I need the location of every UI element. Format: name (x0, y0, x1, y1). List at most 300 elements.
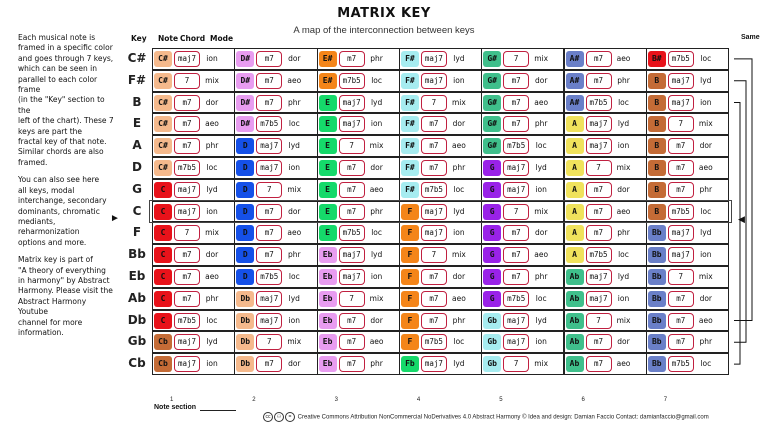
chord-box: m7 (339, 313, 365, 329)
matrix-cell (564, 135, 647, 157)
mode-label: aeo (369, 337, 384, 347)
mode-label: aeo (369, 184, 384, 194)
chord-box: m7 (586, 225, 612, 241)
header-chord: Chord (180, 34, 206, 43)
footer (263, 412, 709, 422)
mode-label: loc (371, 75, 382, 85)
note-badge: D (236, 269, 254, 285)
matrix-row (127, 331, 728, 353)
mode-label: lyd (370, 97, 383, 107)
note-badge: F (401, 225, 419, 241)
note-badge: B (648, 116, 666, 132)
note-badge: G (483, 269, 501, 285)
mode-label: aeo (287, 228, 302, 238)
mode-label: phr (205, 141, 219, 151)
matrix-cell (234, 157, 317, 179)
mode-label: lyd (288, 293, 300, 303)
mode-label: ion (700, 250, 712, 260)
note-badge: B (648, 204, 666, 220)
chord-box: maj7 (174, 204, 200, 220)
matrix-cell (317, 222, 400, 244)
note-badge: G (483, 247, 501, 263)
matrix-cell (646, 266, 729, 288)
matrix-cell (234, 244, 317, 266)
mode-label: aeo (616, 359, 631, 369)
note-badge: C (154, 313, 172, 329)
matrix-row (128, 244, 728, 266)
matrix-cell (399, 92, 482, 114)
note-badge: C (154, 247, 172, 263)
chord-box: m7 (668, 160, 694, 176)
chord-box: 7 (668, 269, 694, 285)
chord-box: 7 (256, 182, 282, 198)
note-badge: F (401, 247, 419, 263)
chord-box: maj7 (503, 160, 529, 176)
matrix-cell (646, 48, 729, 70)
mode-label: ion (453, 228, 465, 238)
matrix-cell (646, 92, 729, 114)
chord-box: 7 (586, 160, 612, 176)
chord-box: m7b5 (668, 51, 694, 67)
note-badge: D (236, 182, 254, 198)
sidebar-paragraph: Each musical note is framed in a specific color and goes through 7 keys, which can be seen in parallel to each color frame (in the "Key" section to the left of the chart). These 7 keys are part the fractal key of that note. Similar chords are also framed. (18, 33, 114, 167)
note-badge: D# (236, 51, 254, 67)
note-badge: G# (483, 138, 501, 154)
note-badge: C (154, 204, 172, 220)
chord-box: m7 (668, 334, 694, 350)
matrix-cell (152, 135, 235, 157)
note-badge: D# (236, 116, 254, 132)
note-badge: E (319, 182, 337, 198)
column-number: 1 (170, 397, 174, 403)
note-badge: Bb (648, 334, 666, 350)
mode-label: lyd (206, 337, 218, 347)
note-badge: A# (566, 51, 584, 67)
mode-label: loc (288, 272, 300, 281)
note-badge: Bb (648, 269, 666, 285)
chord-box: m7 (174, 247, 200, 263)
matrix-cell (399, 135, 482, 157)
note-badge: Cb (154, 356, 172, 372)
matrix-cell (564, 222, 647, 244)
mode-label: phr (205, 293, 219, 303)
mode-label: dor (288, 54, 301, 63)
matrix-cell (317, 288, 400, 310)
note-badge: A (566, 160, 584, 176)
matrix-cell (481, 113, 564, 135)
note-badge: C (154, 269, 172, 285)
matrix-row (132, 222, 728, 244)
chord-box: 7 (503, 204, 529, 220)
chord-box: m7 (421, 138, 447, 154)
mode-label: mix (205, 228, 219, 238)
matrix-cell (234, 331, 317, 353)
row-key-label: C (132, 203, 142, 218)
mode-label: phr (370, 54, 383, 63)
matrix-cell (399, 288, 482, 310)
header-key: Key (131, 34, 147, 43)
mode-label: aeo (451, 141, 466, 151)
header-note: Note (158, 34, 179, 43)
mode-label: aeo (698, 315, 713, 325)
mode-label: lyd (617, 272, 630, 281)
mode-label: lyd (535, 163, 547, 172)
note-badge: Ab (566, 269, 584, 285)
chord-box: m7 (256, 225, 282, 241)
mode-label: phr (370, 206, 383, 216)
chord-box: 7 (339, 291, 365, 307)
matrix-row (128, 266, 728, 288)
mode-label: mix (451, 97, 466, 107)
matrix-cell (234, 201, 317, 223)
current-key-arrow-right-icon: ◀ (738, 214, 745, 224)
note-badge: D (236, 225, 254, 241)
by-license-icon: ⚇ (274, 412, 284, 422)
matrix-cell (399, 331, 482, 353)
chord-box: maj7 (586, 138, 612, 154)
mode-label: aeo (616, 54, 631, 63)
matrix-cell (646, 288, 729, 310)
chord-box: m7 (256, 73, 282, 89)
matrix-row (127, 70, 728, 92)
mode-label: aeo (287, 75, 302, 85)
column-number: 4 (416, 397, 421, 403)
note-badge: D (236, 247, 254, 263)
note-badge: Bb (648, 247, 666, 263)
mode-label: lyd (206, 184, 218, 194)
mode-label: loc (618, 250, 629, 260)
column-number: 6 (581, 397, 585, 403)
note-badge: G (483, 182, 501, 198)
same-key-bracket (734, 103, 740, 365)
mode-label: loc (700, 359, 712, 369)
mode-label: aeo (534, 250, 549, 260)
mode-label: ion (288, 163, 301, 172)
mode-label: lyd (453, 54, 465, 63)
chord-box: 7 (339, 138, 365, 154)
matrix-cell (152, 331, 235, 353)
matrix-cell (481, 70, 564, 92)
note-badge: C (154, 225, 172, 241)
mode-label: phr (534, 119, 548, 129)
row-key-label: C# (127, 51, 147, 65)
matrix-cell (646, 353, 729, 375)
matrix-cell (646, 310, 729, 332)
chord-box: maj7 (668, 73, 694, 89)
chord-box: m7b5 (256, 116, 282, 132)
mode-label: dor (205, 250, 219, 260)
chord-box: 7 (421, 247, 447, 263)
chord-box: maj7 (174, 182, 200, 198)
chord-box: m7 (421, 160, 447, 176)
footer-text: Creative Commons Attribution NonCommercial NoDerivatives 4.0 Abstract Harmony © Idea and design: Damian Faccio Contact: damianfaccio@gmail.com (297, 414, 709, 421)
column-number: 3 (334, 397, 338, 403)
mode-label: loc (288, 119, 300, 129)
matrix-row (132, 201, 728, 223)
matrix-cell (481, 157, 564, 179)
mode-label: dor (370, 163, 383, 172)
chord-box: m7 (339, 204, 365, 220)
matrix-cell (152, 222, 235, 244)
note-badge: C (154, 182, 172, 198)
matrix-cell (234, 70, 317, 92)
matrix-cell (399, 310, 482, 332)
mode-label: mix (287, 184, 302, 194)
cc-license-icon: cc (263, 412, 273, 422)
note-badge: C# (154, 160, 172, 176)
note-badge: F# (401, 116, 419, 132)
matrix-cell (481, 331, 564, 353)
row-key-label: F (132, 225, 142, 240)
note-badge: G# (483, 51, 501, 67)
note-section-label: Note section (154, 404, 197, 411)
matrix-cell (481, 48, 564, 70)
chord-box: 7 (503, 51, 529, 67)
chord-box: maj7 (339, 247, 365, 263)
note-badge: Ab (566, 291, 584, 307)
note-badge: E (319, 138, 337, 154)
mode-label: phr (617, 228, 630, 238)
note-badge: C# (154, 51, 172, 67)
matrix-cell (317, 48, 400, 70)
matrix-cell (317, 135, 400, 157)
chord-box: m7 (174, 116, 200, 132)
matrix-cell (152, 70, 235, 92)
matrix-cell (399, 48, 482, 70)
chord-box: m7 (503, 116, 529, 132)
chord-box: m7b5 (586, 95, 612, 111)
note-badge: A (566, 182, 584, 198)
chord-box: m7 (586, 356, 612, 372)
matrix-cell (234, 179, 317, 201)
chord-box: maj7 (586, 116, 612, 132)
mode-label: mix (534, 206, 549, 216)
chord-box: maj7 (256, 291, 282, 307)
matrix-cell (399, 70, 482, 92)
note-badge: Ab (566, 334, 584, 350)
chord-box: m7 (586, 204, 612, 220)
note-badge: Eb (319, 269, 337, 285)
matrix-cell (564, 288, 647, 310)
matrix-cell (399, 113, 482, 135)
chord-box: m7b5 (339, 225, 365, 241)
mode-label: ion (206, 206, 218, 216)
note-badge: E (319, 95, 337, 111)
matrix-cell (399, 157, 482, 179)
mode-label: ion (453, 75, 465, 85)
mode-label: mix (534, 359, 549, 369)
note-badge: Eb (319, 247, 337, 263)
chord-box: m7b5 (586, 247, 612, 263)
note-badge: F (401, 313, 419, 329)
chord-box: m7 (256, 356, 282, 372)
cc-license-icons (263, 415, 296, 421)
mode-label: phr (287, 250, 301, 260)
chord-box: m7 (503, 95, 529, 111)
mode-label: aeo (205, 272, 219, 281)
matrix-cell (152, 310, 235, 332)
header-same: Same (741, 34, 760, 41)
note-badge: B (648, 182, 666, 198)
chord-box: m7b5 (503, 291, 529, 307)
chord-box: maj7 (174, 334, 200, 350)
matrix-cell (564, 244, 647, 266)
row-key-label: E (132, 116, 142, 131)
matrix-cell (564, 179, 647, 201)
matrix-cell (152, 201, 235, 223)
chord-box: m7 (256, 204, 282, 220)
chord-box: 7 (174, 225, 200, 241)
note-badge: B# (648, 51, 666, 67)
chord-box: m7 (668, 138, 694, 154)
matrix-cell (646, 222, 729, 244)
row-key-label: Cb (128, 356, 146, 371)
matrix-cell (481, 310, 564, 332)
note-badge: D (236, 138, 254, 154)
mode-label: dor (288, 206, 301, 216)
mode-label: ion (535, 337, 547, 347)
chord-box: 7 (668, 116, 694, 132)
chord-box: maj7 (668, 95, 694, 111)
sidebar-paragraph: You can also see here all keys, modal interchange, secondary dominants, chromatic mediants, reharmonization options and more. (18, 175, 107, 247)
note-badge: E# (319, 51, 337, 67)
note-badge: Eb (319, 356, 337, 372)
matrix-cell (564, 266, 647, 288)
matrix-cell (317, 266, 400, 288)
matrix-cell (152, 179, 235, 201)
note-badge: F (401, 291, 419, 307)
chord-box: m7 (421, 116, 447, 132)
chord-box: m7 (503, 73, 529, 89)
chord-box: maj7 (256, 160, 282, 176)
mode-label: loc (700, 54, 712, 63)
mode-label: mix (287, 337, 302, 347)
mode-label: lyd (535, 315, 547, 325)
matrix-cell (152, 113, 235, 135)
matrix-cell (317, 310, 400, 332)
matrix-cell (399, 266, 482, 288)
mode-label: loc (371, 228, 382, 238)
note-badge: E (319, 204, 337, 220)
chord-box: m7 (668, 182, 694, 198)
matrix-row (132, 135, 728, 157)
matrix-cell (234, 266, 317, 288)
matrix-cell (399, 222, 482, 244)
matrix-cell (234, 113, 317, 135)
column-number: 2 (252, 397, 256, 403)
mode-label: aeo (451, 293, 466, 303)
chord-box: 7 (174, 73, 200, 89)
note-badge: F (401, 204, 419, 220)
row-key-label: D (132, 160, 142, 174)
note-badge: D# (236, 95, 254, 111)
chord-box: m7 (421, 313, 447, 329)
mode-label: mix (369, 293, 384, 303)
matrix-cell (481, 201, 564, 223)
note-badge: D (236, 204, 254, 220)
row-key-label: Bb (128, 247, 146, 262)
chord-box: m7b5 (339, 73, 365, 89)
same-key-bracket (734, 59, 752, 321)
matrix-cell (481, 92, 564, 114)
chord-box: m7 (503, 269, 529, 285)
matrix-row (128, 288, 728, 310)
chord-box: maj7 (668, 247, 694, 263)
chord-box: m7 (421, 269, 447, 285)
matrix-cell (317, 244, 400, 266)
row-key-label: F# (127, 72, 147, 87)
note-badge: Cb (154, 334, 172, 350)
note-badge: A (566, 138, 584, 154)
chord-box: 7 (256, 334, 282, 350)
matrix-cell (317, 201, 400, 223)
mode-label: ion (288, 315, 301, 325)
note-badge: Db (236, 356, 254, 372)
chord-box: maj7 (421, 204, 447, 220)
note-badge: G (483, 204, 501, 220)
page-subtitle: A map of the interconnection between keys (293, 25, 475, 36)
mode-label: loc (535, 141, 547, 151)
matrix-row (132, 179, 728, 201)
matrix-cell (564, 201, 647, 223)
matrix-row (128, 353, 728, 375)
matrix-cell (646, 331, 729, 353)
note-badge: A (566, 247, 584, 263)
row-key-label: A (132, 138, 142, 153)
chord-box: m7 (339, 160, 365, 176)
chord-box: maj7 (421, 51, 447, 67)
chord-box: maj7 (421, 73, 447, 89)
chord-box: maj7 (339, 116, 365, 132)
note-badge: E (319, 116, 337, 132)
chord-box: m7 (339, 182, 365, 198)
chord-box: m7b5 (174, 160, 200, 176)
matrix-cell (399, 244, 482, 266)
matrix-cell (399, 179, 482, 201)
matrix-cell (234, 310, 317, 332)
row-key-label: Ab (128, 290, 146, 305)
mode-label: mix (534, 54, 549, 63)
chord-box: m7 (668, 291, 694, 307)
mode-label: lyd (700, 228, 712, 238)
note-badge: F (401, 334, 419, 350)
chord-box: maj7 (339, 95, 365, 111)
note-badge: Gb (483, 356, 501, 372)
chord-box: m7b5 (256, 269, 282, 285)
note-badge: Gb (483, 334, 501, 350)
chord-box: m7b5 (668, 356, 694, 372)
chord-box: m7 (503, 225, 529, 241)
note-badge: A# (566, 95, 584, 111)
mode-label: dor (452, 272, 466, 281)
note-badge: B (648, 73, 666, 89)
note-badge: D# (236, 73, 254, 89)
note-badge: G# (483, 95, 501, 111)
note-badge: Bb (648, 356, 666, 372)
mode-label: ion (206, 359, 218, 369)
matrix-cell (646, 201, 729, 223)
mode-label: mix (616, 163, 631, 172)
note-badge: F# (401, 160, 419, 176)
note-badge: C (154, 291, 172, 307)
matrix-cell (234, 222, 317, 244)
mode-label: mix (451, 250, 466, 260)
mode-label: loc (700, 206, 712, 216)
mode-label: mix (616, 315, 631, 325)
note-badge: Db (236, 334, 254, 350)
mode-label: ion (617, 141, 630, 151)
mode-label: phr (617, 75, 630, 85)
